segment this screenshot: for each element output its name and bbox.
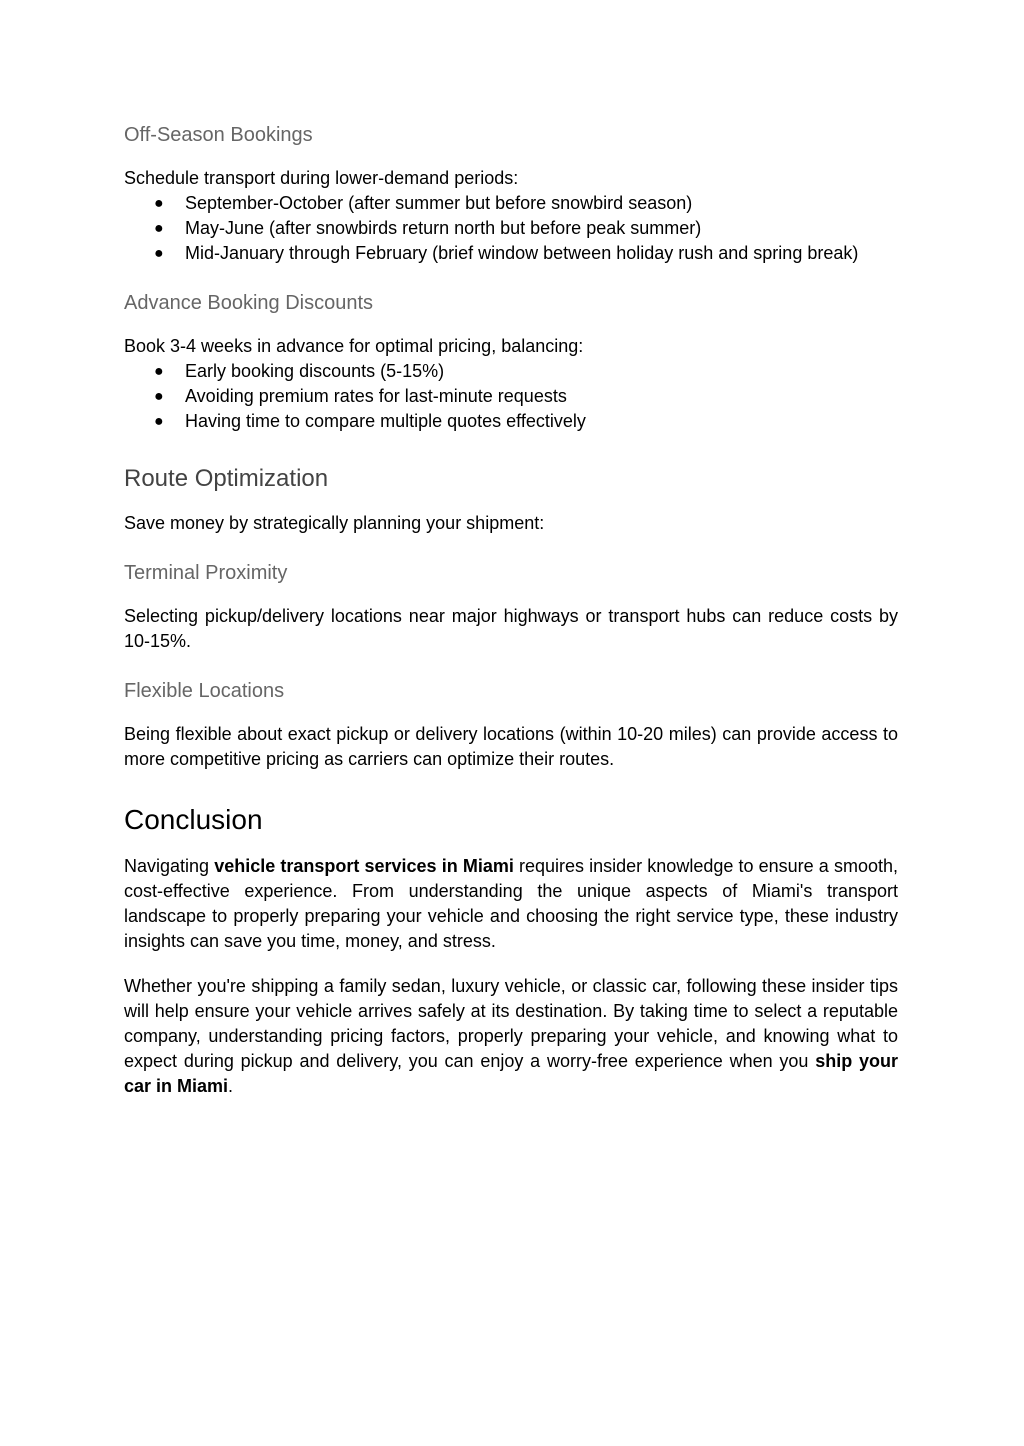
list-item: ● May-June (after snowbirds return north but before peak summer) (124, 216, 898, 241)
flexible-locations-body: Being flexible about exact pickup or delivery locations (within 10-20 miles) can provide access to more competitive pricing as carriers can optimize their routes. (124, 724, 898, 769)
bullet-icon: ● (154, 220, 164, 237)
list-item: ● Having time to compare multiple quotes effectively (124, 409, 898, 434)
advance-booking-heading: Advance Booking Discounts (124, 292, 374, 314)
document-content (124, 120, 898, 1099)
terminal-proximity-body: Selecting pickup/delivery locations near major highways or transport hubs can reduce costs by 10-15%. (124, 606, 898, 651)
flexible-locations-heading: Flexible Locations (124, 680, 285, 702)
list-item: ● Early booking discounts (5-15%) (124, 359, 898, 384)
bullet-icon: ● (154, 413, 164, 430)
keyword-link-text: vehicle transport services in Miami (214, 856, 514, 876)
route-optimization-intro: Save money by strategically planning your shipment: (124, 513, 545, 533)
conclusion-paragraph-2: Whether you're shipping a family sedan, luxury vehicle, or classic car, following these insider tips will help ensure your vehicle arrives safely at its destination. By taking time to select a reputable company, understanding pricing factors, properly preparing your vehicle, and knowing what to expect during pickup and delivery, you can enjoy a worry-free experience when you ship your car in Miami. (124, 976, 898, 1096)
list-item: ● September-October (after summer but before snowbird season) (124, 191, 898, 216)
off-season-intro: Schedule transport during lower-demand periods: (124, 168, 519, 188)
list-item: ● Avoiding premium rates for last-minute requests (124, 384, 898, 409)
bullet-icon: ● (154, 363, 164, 380)
route-optimization-heading: Route Optimization (124, 465, 329, 492)
conclusion-paragraph-1: Navigating vehicle transport services in Miami requires insider knowledge to ensure a smooth, cost-effective experience. From understanding the unique aspects of Miami's transport landscape to properly preparing your vehicle and choosing the right service type, these industry insights can save you time, money, and stress. (124, 856, 898, 951)
keyword-link-text: ship your car in Miami (124, 1051, 898, 1096)
advance-booking-list (124, 359, 898, 434)
bullet-icon: ● (154, 388, 164, 405)
advance-booking-intro: Book 3-4 weeks in advance for optimal pricing, balancing: (124, 336, 584, 356)
list-item: ● Mid-January through February (brief window between holiday rush and spring break) (124, 241, 898, 266)
terminal-proximity-heading: Terminal Proximity (124, 562, 288, 584)
conclusion-heading: Conclusion (124, 804, 263, 835)
off-season-list (124, 191, 898, 266)
bullet-icon: ● (154, 195, 164, 212)
off-season-heading: Off-Season Bookings (124, 124, 313, 146)
bullet-icon: ● (154, 245, 164, 262)
